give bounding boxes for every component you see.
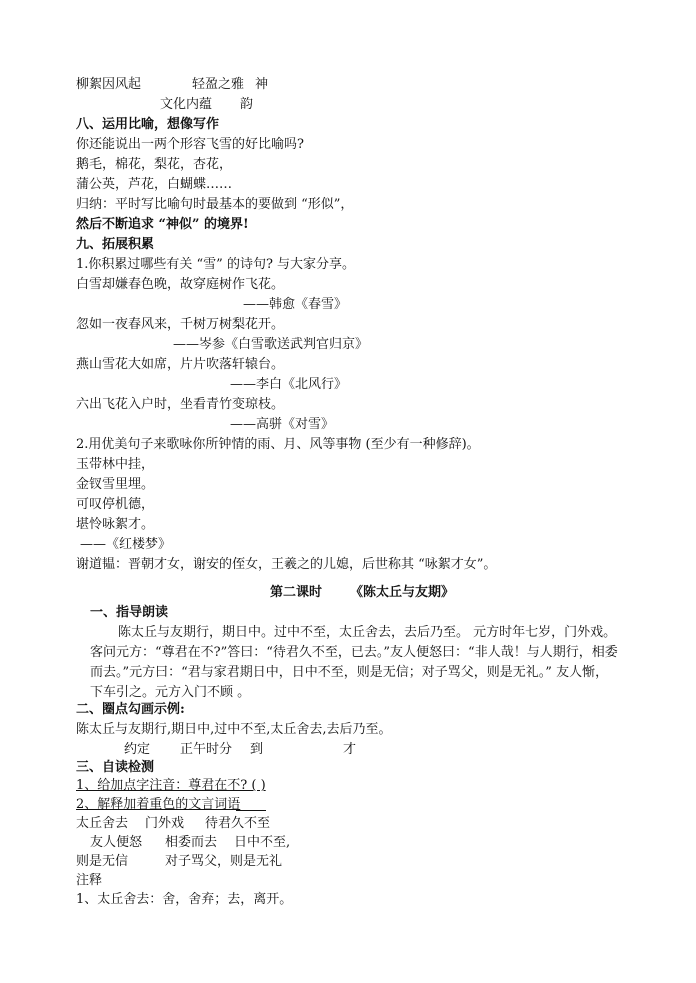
body-line: 鹅毛，棉花，梨花，杏花， (76, 157, 233, 172)
word-item: 太丘舍去 (76, 816, 129, 831)
poem-line: 六出飞花入户时，坐看青竹变琼枝。 (76, 397, 285, 412)
passage-line: 陈太丘与友期行，期日中。过中不至，太丘舍去，去后乃至。 元方时年七岁，门外戏。 (118, 625, 617, 640)
question-1: 1.你积累过哪些有关 “雪” 的诗句? 与大家分享。 (76, 257, 356, 272)
poem-line: 白雪却嫌春色晚，故穿庭树作飞花。 (76, 277, 285, 292)
test-item-1: 1、给加点字注音：尊君在不? ( ) (76, 778, 266, 793)
verse-source: ——《红楼梦》 (80, 537, 172, 552)
top-phrase-2: 轻盈之雅 (192, 77, 245, 92)
passage-line: 客问元方：“尊君在不?”答曰：“待君久不至，已去。”友人便怒曰：“非人哉！与人期行，相委 (90, 645, 618, 660)
verse-line: 玉带林中挂， (76, 457, 155, 472)
gloss-word: 到 (250, 742, 264, 757)
poem-line: 燕山雪花大如席，片片吹落轩辕台。 (76, 357, 285, 372)
section-heading-3: 三、自读检测 (76, 760, 155, 775)
word-item: 相委而去 (165, 835, 218, 850)
poem-source: ——李白《北风行》 (230, 377, 348, 392)
poem-source: ——高骈《对雪》 (230, 417, 335, 432)
question-2: 2.用优美句子来歌咏你所钟情的雨、月、风等事物 (至少有一种修辞)。 (76, 437, 480, 452)
passage-line: 而去。”元方曰：“君与家君期日中，日中不至，则是无信；对子骂父，则是无礼。” 友人惭， (90, 665, 609, 680)
word-item: 待君久不至 (205, 816, 271, 831)
example-sentence: 陈太丘与友期行,期日中,过中不至,太丘舍去,去后乃至。 (76, 722, 392, 737)
body-line: 归纳：平时写比喻句时最基本的要做到 “形似”， (76, 197, 354, 212)
lesson-title-name: 《陈太丘与友期》 (350, 585, 455, 600)
answer-blank (236, 795, 266, 811)
top-phrase-1: 柳絮因风起 (76, 77, 142, 92)
verse-line: 金钗雪里埋。 (76, 477, 155, 492)
body-line: 你还能说出一两个形容飞雪的好比喻吗? (76, 137, 304, 152)
top-phrase-4: 文化内蕴 (160, 97, 213, 112)
word-item: 门外戏 (145, 816, 185, 831)
section-heading-2: 二、圈点勾画示例: (76, 702, 185, 717)
test-item-2: 2、解释加着重色的文言词语 (76, 797, 241, 812)
section-heading-8: 八、运用比喻，想像写作 (76, 117, 220, 132)
verse-line: 堪怜咏絮才。 (76, 517, 155, 532)
poem-source: ——岑参《白雪歌送武判官归京》 (173, 337, 369, 352)
poem-source: ——韩愈《春雪》 (243, 297, 348, 312)
gloss-word: 才 (343, 742, 357, 757)
gloss-word: 正午时分 (180, 742, 233, 757)
word-item: 日中不至, (234, 835, 291, 850)
word-item: 则是无信 (76, 854, 129, 869)
xie-daoyun-note: 谢道韫：晋朝才女，谢安的侄女，王羲之的儿媳，后世称其 “咏絮才女”。 (76, 557, 497, 572)
body-line: 然后不断追求 “神似” 的境界! (76, 217, 249, 232)
word-item: 友人便怒 (90, 835, 143, 850)
note-item: 1、太丘舍去：舍，舍弃；去，离开。 (76, 892, 293, 907)
word-item: 对子骂父，则是无礼 (165, 854, 283, 869)
passage-line: 下车引之。元方入门不顾 。 (90, 685, 251, 700)
notes-heading: 注释 (76, 873, 103, 888)
section-heading-9: 九、拓展积累 (76, 237, 155, 252)
top-phrase-5: 韵 (240, 97, 254, 112)
verse-line: 可叹停机德， (76, 497, 155, 512)
top-phrase-3: 神 (255, 77, 269, 92)
section-heading-1: 一、指导朗读 (90, 605, 169, 620)
body-line: 蒲公英，芦花，白蝴蝶…… (76, 177, 233, 192)
poem-line: 忽如一夜春风来，千树万树梨花开。 (76, 317, 285, 332)
gloss-word: 约定 (124, 742, 151, 757)
lesson-title: 第二课时 (270, 585, 323, 600)
